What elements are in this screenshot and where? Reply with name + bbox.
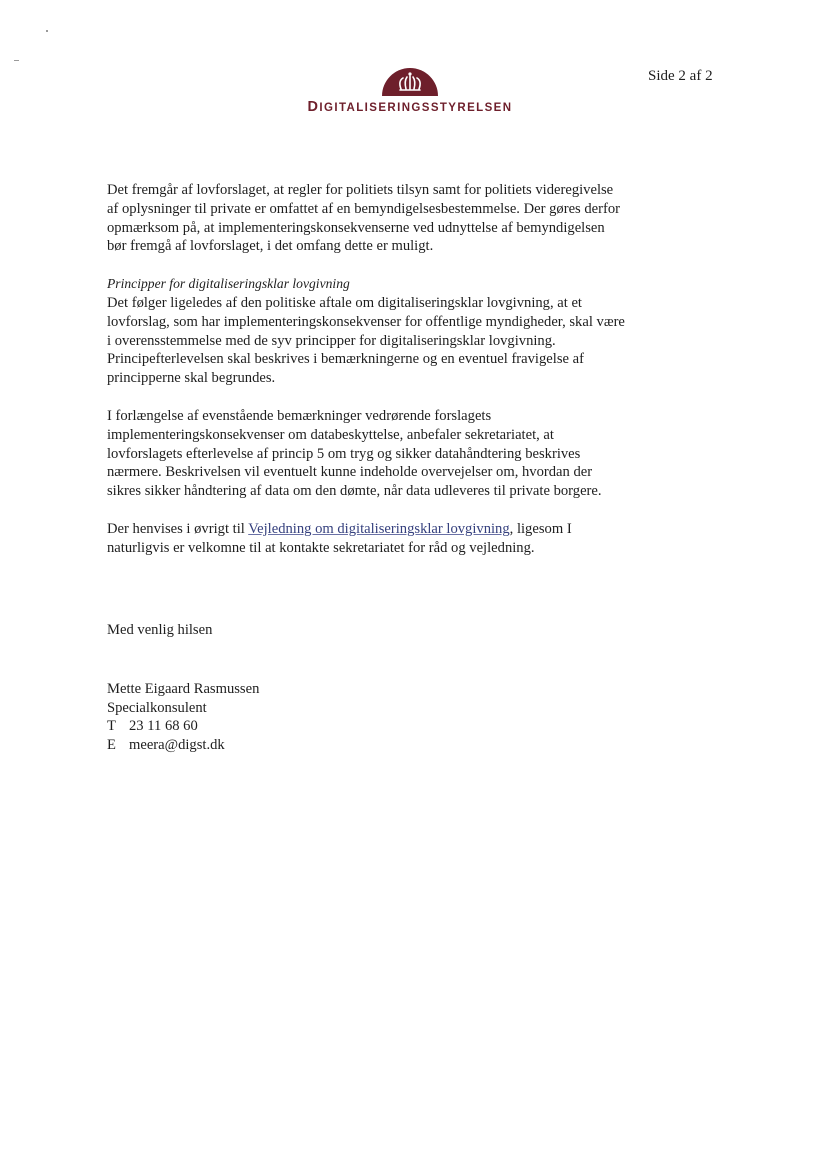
scan-speck [14,60,19,61]
email-line [107,736,259,755]
paragraph: Det følger ligeledes af den politiske aftale om digitaliseringsklar lovgivning, at et lovforslag, som har implementeringskonsekvenser for offentlige myndigheder, skal være i overensstemmelse med de syv principper for digitaliseringsklar lovgivning. Principefterlevelsen skal beskrives i bemærkningerne og en eventuel fravigelse af principperne skal begrundes. [107,294,625,387]
email-address[interactable]: meera@digst.dk [129,736,225,753]
letter-body [107,181,627,558]
section-heading: Principper for digitaliseringsklar lovgivning [107,276,350,292]
paragraph: I forlængelse af evenstående bemærkninger vedrørende forslagets implementeringskonsekvenser om databeskyttelse, anbefaler sekretariatet, at lovforslagets efterlevelse af princip 5 om tryg og sikker datahåndtering beskrives nærmere. Beskrivelsen vil eventuelt kunne indeholde overvejelser om, hvordan der sikres sikker håndtering af data om den dømte, når data udleveres til private borgere. [107,407,602,500]
signer-title: Specialkonsulent [107,699,207,716]
paragraph-text: Der henvises i øvrigt til [107,520,249,537]
phone-label: T [107,718,116,735]
scan-speck [46,30,48,32]
email-label: E [107,736,116,753]
signer-name: Mette Eigaard Rasmussen [107,681,260,697]
paragraph [107,520,627,558]
paragraph: Det fremgår af lovforslaget, at regler for politiets tilsyn samt for politiets videregivelse af oplysninger til private er omfattet af en bemyndigelsesbestemmelse. Der gøres derfor opmærksom på, at implementeringskonsekvenserne ved udnyttelse af bemyndigelsen bør fremgå af lovforslaget, i det omfang dette er muligt. [107,182,621,255]
phone-number: 23 11 68 60 [129,718,198,735]
signature-block [107,680,259,754]
agency-logo [298,66,522,116]
page-number: Side 2 af 2 [648,68,713,84]
closing-greeting: Med venlig hilsen [107,622,213,638]
guidance-link[interactable]: Vejledning om digitaliseringsklar lovgivning [248,520,510,537]
paragraph-text: , ligesom I naturligvis er velkomne til at kontakte sekretariatet for råd og vejledning. [107,520,572,556]
crown-emblem-icon [382,66,438,96]
phone-line [107,717,259,736]
agency-name: DIGITALISERINGSSTYRELSEN [307,99,513,115]
